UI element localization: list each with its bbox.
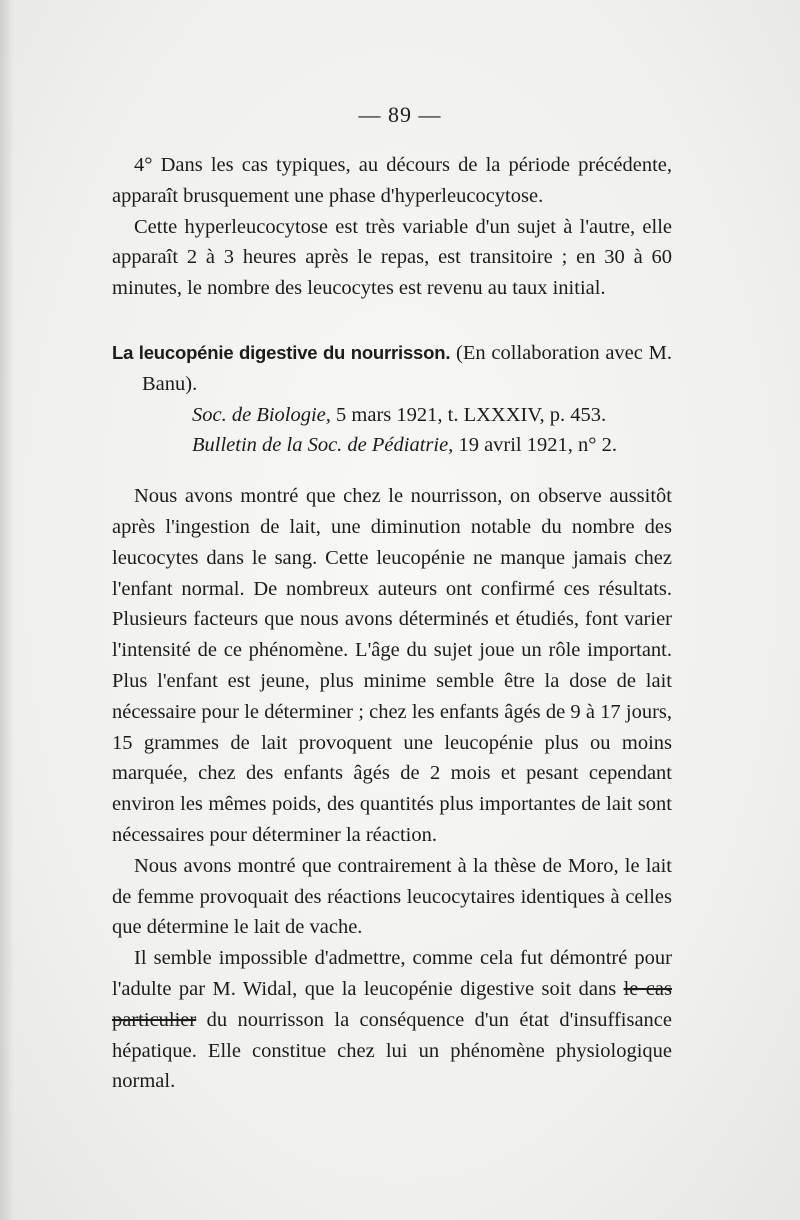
reference-1 [192,400,672,431]
collaboration-note: (En collaboration avec M. Banu). [142,341,672,395]
intro-second-paragraph: Cette hyperleucocytose est très variable d'un sujet à l'autre, elle apparaît 2 à 3 heures après le repas, est transitoire ; en 30 à 60 minutes, le nombre des leucocytes est revenu au taux initial. [112,215,672,300]
reference-2 [192,430,672,461]
page-number: — 89 — [358,102,442,127]
reference-2-details: 19 avril 1921, n° 2. [453,434,617,457]
section-title: La leucopénie digestive du nourrisson. [112,341,451,363]
page-content [112,150,672,1097]
intro-text: Dans les cas typiques, au décours de la période précédente, apparaît brusquement une phase d'hyperleucocytose. [112,154,673,207]
body-paragraph-3 [112,943,672,1097]
body-paragraph-1: Nous avons montré que chez le nourrisson, on observe aussitôt après l'ingestion de lait, une diminution notable du nombre des leucocytes dans le sang. Cette leucopénie ne manque jamais chez l'enfant normal. De nombreux auteurs ont confirmé ces résultats. Plusieurs facteurs que nous avons déterminés et étudiés, font varier l'intensité de ce phénomène. L'âge du sujet joue un rôle important. Plus l'enfant est jeune, plus minime semble être la dose de lait nécessaire pour le déterminer ; chez les enfants âgés de 9 à 17 jours, 15 grammes de lait provoquent une leucopénie plus ou moins marquée, chez des enfants âgés de 2 mois et pesant cependant environ les mêmes poids, des quantités plus importantes de lait sont nécessaires pour déterminer la réaction. [112,485,672,846]
body-paragraph-3-end: du nourrisson la conséquence d'un état d'insuffisance hépatique. Elle constitue chez lui un phénomène physiologique normal. [112,1008,672,1093]
spacer [112,461,672,481]
reference-2-journal: Bulletin de la Soc. de Pédiatrie, [192,434,454,457]
body-paragraph-3-start: Il semble impossible d'admettre, comme cela fut démontré pour l'adulte par M. Widal, que la leucopénie digestive soit dans [112,947,672,1000]
intro-item-paragraph [112,150,672,212]
reference-1-details: 5 mars 1921, t. LXXXIV, p. 453. [330,403,607,426]
reference-1-journal: Soc. de Biologie, [192,403,331,426]
body-paragraph-2: Nous avons montré que contrairement à la thèse de Moro, le lait de femme provoquait des réactions leucocytaires identiques à celles que détermine le lait de vache. [112,854,672,939]
page-edge-shadow [0,0,14,1220]
struck-text: le cas particulier [112,977,672,1031]
references [112,400,672,462]
item-label: 4° [134,154,153,176]
section-heading [112,338,672,400]
